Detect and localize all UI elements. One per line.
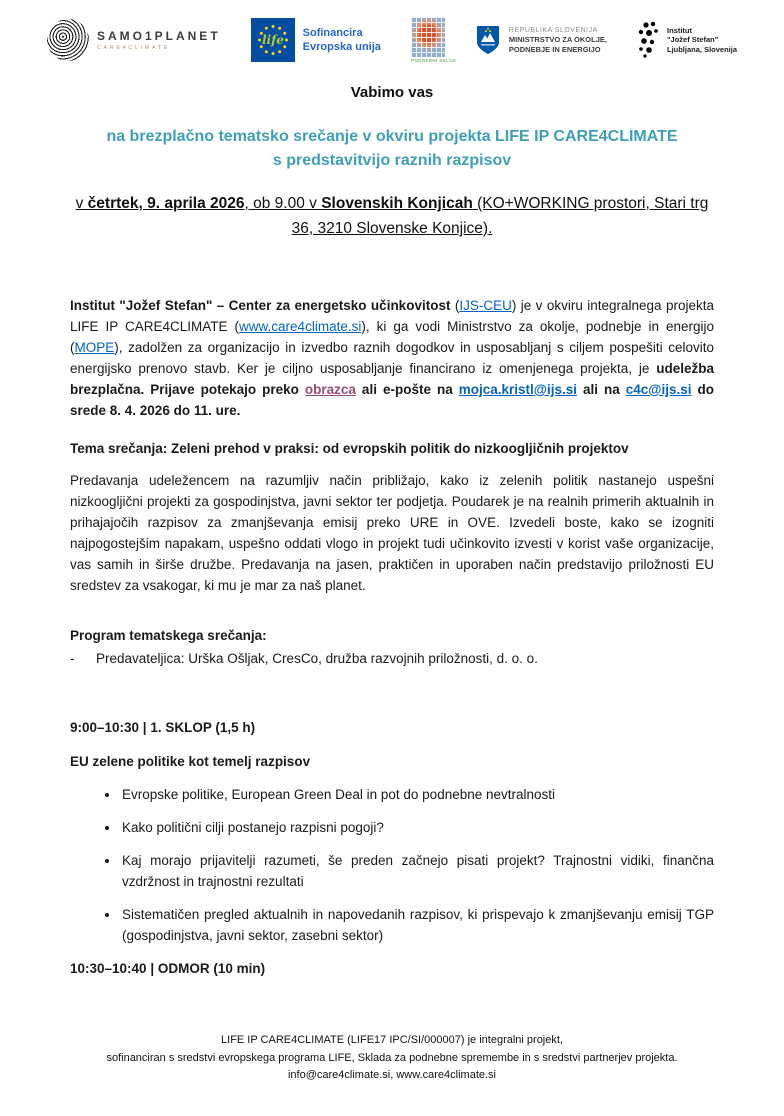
text-segment: udeležba brezplačna. Prijave potekajo preko xyxy=(70,361,714,397)
topic-heading: Tema srečanja: Zeleni prehod v praksi: od evropskih politik do nizkoogljičnih projektov xyxy=(70,441,629,456)
life-eu-line1: Sofinancira xyxy=(302,27,363,39)
link-obrazec[interactable]: obrazca xyxy=(304,382,356,397)
schedule-slot1-time: 9:00–10:30 | 1. SKLOP (1,5 h) xyxy=(70,720,256,735)
logo-ministry xyxy=(475,25,607,55)
logo-podnebni-sklad xyxy=(410,17,457,63)
text-segment: ), ki ga vodi Ministrstvo za okolje, podnebje in energijo ( xyxy=(70,319,715,355)
text-segment: ) je v okviru integralnega projekta LIFE IP CARE4CLIMATE ( xyxy=(70,298,714,334)
bullet-item: • Kako politični cilji postanejo razpisni pogoji? xyxy=(120,817,714,838)
climate-fund-mosaic-icon xyxy=(411,17,445,57)
link-ijs-ceu[interactable]: IJS-CEU xyxy=(459,298,512,313)
link-mope[interactable]: MOPE xyxy=(74,340,115,355)
event-date-location xyxy=(70,191,714,241)
link-email-mojca[interactable]: mojca.kristl@ijs.si xyxy=(458,382,577,397)
ijs-line1: Institut xyxy=(666,25,692,35)
dash-marker: - xyxy=(70,651,75,666)
event-subtitle xyxy=(70,125,714,173)
ijs-line3: Ljubljana, Slovenija xyxy=(666,44,738,54)
logo-life-eu xyxy=(251,18,381,62)
text-segment: ( xyxy=(454,298,460,313)
samo1planet-subtitle: CARE4CLIMATE xyxy=(96,45,170,51)
footer-line3: info@care4climate.si, www.care4climate.si xyxy=(287,1069,496,1081)
bullet-item: • Sistematičen pregled aktualnih in napovedanih razpisov, ki prispevajo k zmanjševanju emisij TGP (gospodinjstva, javni sektor, zasebni sektor) xyxy=(120,904,714,946)
slot1-bullet-list xyxy=(70,784,714,946)
text-segment: ali e-pošte na xyxy=(355,382,459,397)
samo1planet-title: SAMO1PLANET xyxy=(96,29,221,43)
text-segment: Slovenskih Konjicah xyxy=(321,195,473,212)
intro-paragraph xyxy=(70,295,714,421)
description-paragraph: Predavanja udeležencem na razumljiv način približajo, kako iz zelenih politik nastanejo uspešni nizkoogljični projekti za gospodinjstva, javni sektor ter podjetja. Poudarek je na realnih primerih aktualnih in prihajajočih razpisov za zmanjševanja emisij preko URE in OVE. Izvedeli boste, kako se izogniti najpogostejšim napakam, uspešno oddati vlogo in projekt tudi učinkovito izvesti v korist vaše organizacije, vas samih in širše družbe. Predavanja na jasen, praktičen in uporaben način predstavijo priložnosti EU sredstev za vsakogar, ki mu je mar za naš planet. xyxy=(70,473,714,593)
text-segment: ali na xyxy=(576,382,626,397)
text-segment: četrtek, 9. aprila 2026 xyxy=(87,195,245,212)
schedule-slot1-title: EU zelene politike kot temelj razpisov xyxy=(70,754,311,769)
life-eu-line2: Evropska unija xyxy=(302,41,381,53)
footer-line1: LIFE IP CARE4CLIMATE (LIFE17 IPC/SI/000007) je integralni projekt, xyxy=(221,1034,563,1046)
text-segment: (KO+WORKING prostori, Stari trg 36, 3210 Slovenske Konjice). xyxy=(291,195,709,237)
eu-flag-life-icon xyxy=(251,18,295,62)
text-segment: v xyxy=(75,195,88,212)
ijs-line2: "Jožef Stefan" xyxy=(666,35,719,45)
podnebni-sklad-label: PODNEBNI SKLAD xyxy=(410,58,457,63)
logo-ijs xyxy=(637,21,737,59)
text-segment: ), zadolžen za organizacijo in izvedbo raznih dogodkov in usposabljanj s ciljem pospešiti celovito energijsko prenovo stavb. Ker je ciljno usposabljanje financirano iz omenjenega projekta, je xyxy=(70,340,714,376)
event-subtitle-line1: na brezplačno tematsko srečanje v okviru projekta LIFE IP CARE4CLIMATE xyxy=(106,128,678,145)
link-care4climate[interactable]: www.care4climate.si xyxy=(239,319,362,334)
bullet-item: • Kaj morajo prijavitelji razumeti, še preden začnejo pisati projekt? Trajnostni vidiki, finančna vzdržnost in trajnostni rezultati xyxy=(120,850,714,892)
logo-header xyxy=(0,16,784,64)
text-segment: , ob 9.00 v xyxy=(244,195,322,212)
program-lecturer-text: Predavateljica: Urška Ošljak, CresCo, družba razvojnih priložnosti, d. o. o. xyxy=(96,651,538,666)
program-lecturer-item xyxy=(70,648,714,669)
document-footer xyxy=(0,1032,784,1085)
text-segment: do srede 8. 4. 2026 do 11. ure. xyxy=(70,382,715,418)
ministry-line3: PODNEBJE IN ENERGIJO xyxy=(508,44,601,54)
logo-samo1planet xyxy=(47,19,221,61)
invitation-document xyxy=(0,16,784,1116)
text-segment: Institut "Jožef Stefan" – Center za energetsko učinkovitost xyxy=(70,298,455,313)
ijs-dots-icon xyxy=(637,21,659,59)
svg-text:life: life xyxy=(261,33,284,47)
footer-line2: sofinanciran s sredstvi evropskega programa LIFE, Sklada za podnebne spremembe in s sredstvi partnerjev projekta. xyxy=(106,1051,678,1064)
link-email-c4c[interactable]: c4c@ijs.si xyxy=(625,382,692,397)
schedule-break: 10:30–10:40 | ODMOR (10 min) xyxy=(70,961,266,976)
ministry-line2: MINISTRSTVO ZA OKOLJE, xyxy=(508,35,607,44)
document-body xyxy=(0,84,784,979)
event-subtitle-line2: s predstavitvijo raznih razpisov xyxy=(272,152,512,169)
fingerprint-globe-icon xyxy=(47,19,89,61)
page-title: Vabimo vas xyxy=(350,84,434,101)
bullet-item: • Evropske politike, European Green Deal in pot do podnebne nevtralnosti xyxy=(120,784,714,805)
ministry-line1: REPUBLIKA SLOVENIJA xyxy=(508,27,598,34)
slovenia-coat-of-arms-icon xyxy=(475,25,501,55)
program-heading: Program tematskega srečanja: xyxy=(70,628,267,643)
